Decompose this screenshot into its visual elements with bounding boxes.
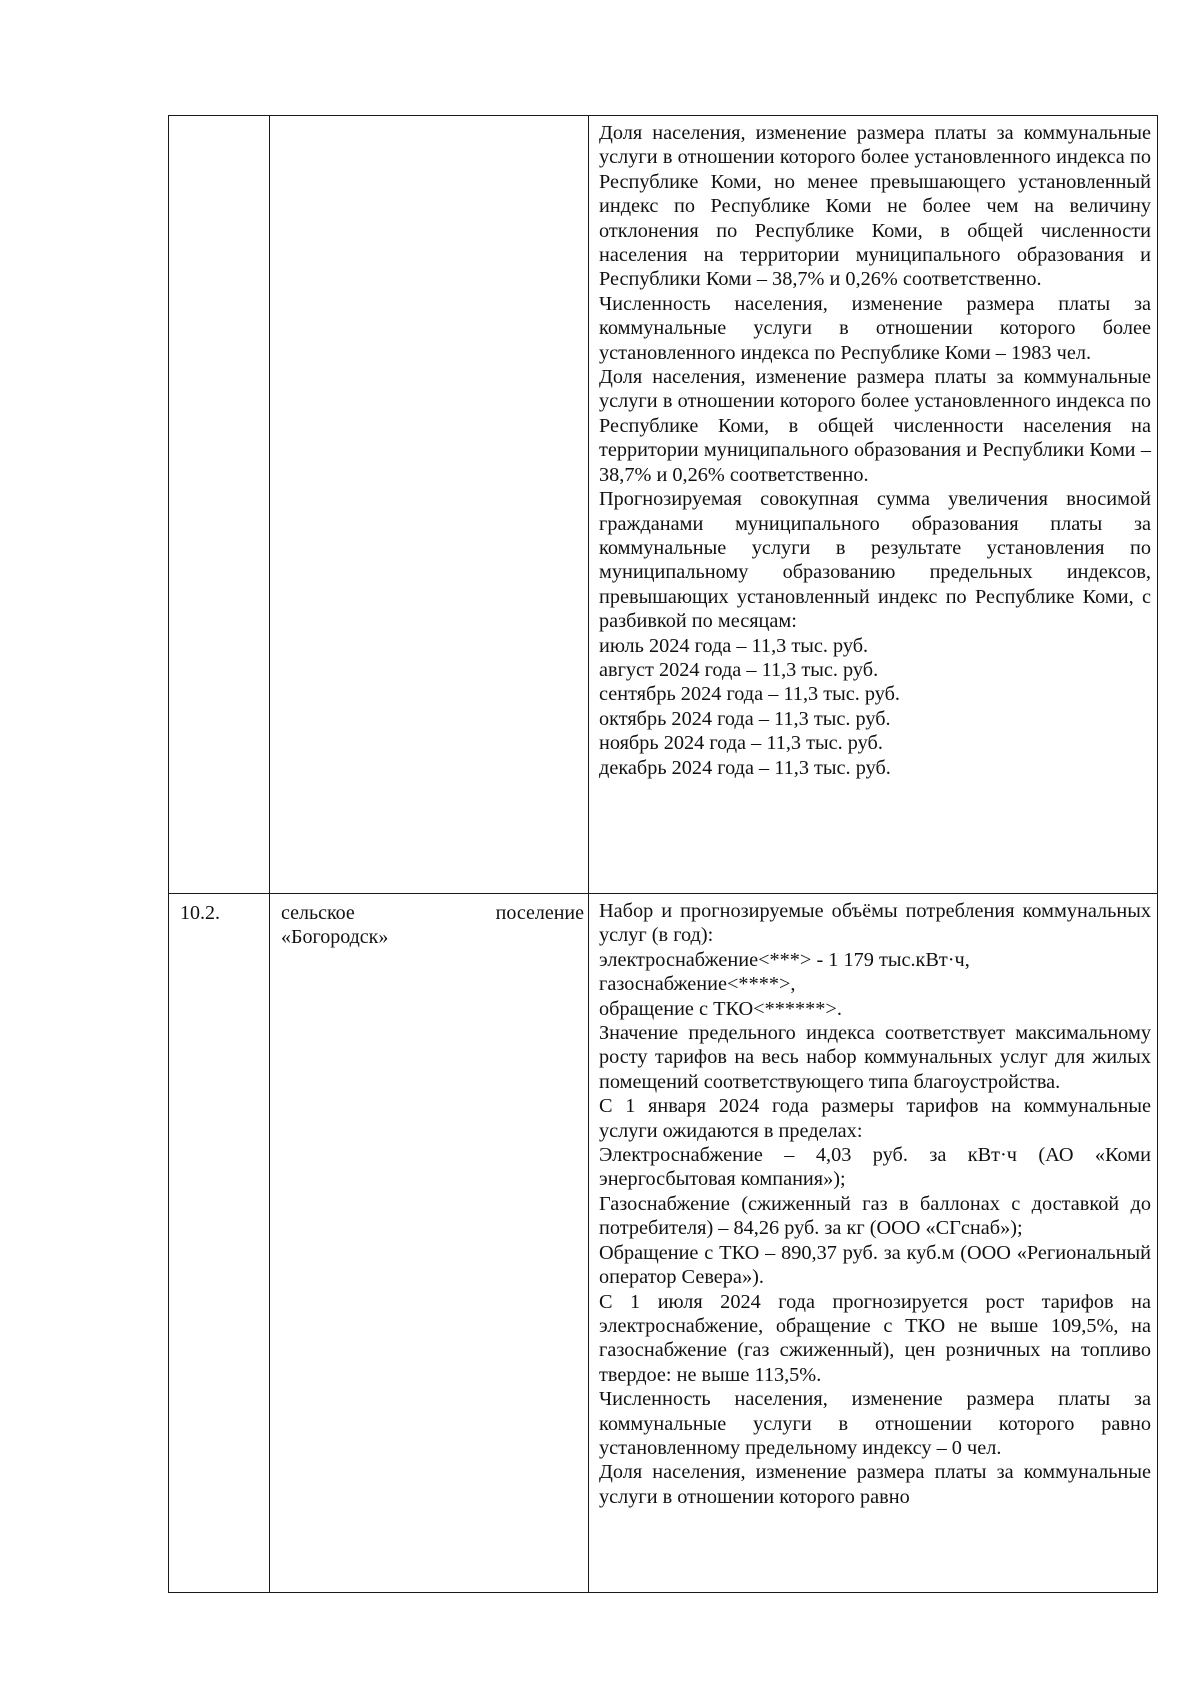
description-cell — [589, 116, 1158, 894]
month-amount-line: июль 2024 года – 11,3 тыс. руб. — [599, 634, 869, 657]
paragraph: Численность населения, изменение размера платы за коммунальные услуги в отношении которого равно установленному предельному индексу – 0 чел. — [599, 1388, 1151, 1459]
paragraph: С 1 января 2024 года размеры тарифов на коммунальные услуги ожидаются в пределах: — [599, 1095, 1151, 1142]
settlement-name-cell — [270, 116, 589, 894]
paragraph: Набор и прогнозируемые объёмы потребления коммунальных услуг (в год): — [599, 900, 1151, 947]
paragraph: Обращение с ТКО – 890,37 руб. за куб.м (ООО «Региональный оператор Севера»). — [599, 1241, 1151, 1289]
settlement-type-word: сельское — [281, 902, 355, 924]
paragraph: С 1 июля 2024 года прогнозируется рост тарифов на электроснабжение, обращение с ТКО не выше 109,5%, на газоснабжение (газ сжиженный), цен розничных на топливо твердое: не выше 113,5%. — [599, 1290, 1151, 1386]
description-cell — [589, 894, 1158, 1593]
volume-line: обращение с ТКО<******>. — [599, 997, 842, 1020]
month-amount-line: октябрь 2024 года – 11,3 тыс. руб. — [599, 707, 891, 730]
row-number-cell: 10.2. — [169, 894, 270, 1593]
volume-line: электроснабжение<***> - 1 179 тыс.кВт·ч, — [599, 948, 970, 971]
month-amount-line: сентябрь 2024 года – 11,3 тыс. руб. — [599, 683, 900, 706]
paragraph: Электроснабжение – 4,03 руб. за кВт·ч (АО «Коми энергосбытовая компания»); — [599, 1144, 1151, 1191]
paragraph: Прогнозируемая совокупная сумма увеличения вносимой гражданами муниципального образования платы за коммунальные услуги в результате установления по муниципальному образованию предельных индексов, превышающих установленный индекс по Республике Коми, с разбивкой по месяцам: — [599, 488, 1151, 633]
paragraph: Доля населения, изменение размера платы за коммунальные услуги в отношении которого более установленного индекса по Республике Коми, но менее превышающего установленный индекс по Республике Коми не более чем на величину отклонения по Республике Коми, в общей численности населения на территории муниципального образования и Республики Коми – 38,7% и 0,26% соответственно. — [599, 122, 1151, 291]
volume-line: газоснабжение<****>, — [599, 973, 796, 996]
month-amount-line: ноябрь 2024 года – 11,3 тыс. руб. — [599, 732, 883, 755]
settlement-type-word: поселение — [495, 902, 584, 924]
paragraph: Газоснабжение (сжиженный газ в баллонах с доставкой до потребителя) – 84,26 руб. за кг (ООО «СГснаб»); — [599, 1192, 1151, 1240]
month-amount-line: август 2024 года – 11,3 тыс. руб. — [599, 658, 879, 681]
table-row — [169, 116, 1158, 894]
table-row — [169, 894, 1158, 1593]
paragraph: Значение предельного индекса соответствует максимальному росту тарифов на весь набор коммунальных услуг для жилых помещений соответствующего типа благоустройства. — [599, 1022, 1151, 1093]
settlement-name-cell — [270, 894, 589, 1593]
document-table — [168, 115, 1158, 1593]
month-amount-line: декабрь 2024 года – 11,3 тыс. руб. — [599, 756, 891, 779]
paragraph: Доля населения, изменение размера платы за коммунальные услуги в отношении которого более установленного индекса по Республике Коми, в общей численности населения на территории муниципального образования и Республики Коми – 38,7% и 0,26% соответственно. — [599, 366, 1151, 486]
row-number-cell — [169, 116, 270, 894]
paragraph: Численность населения, изменение размера платы за коммунальные услуги в отношении которого более установленного индекса по Республике Коми – 1983 чел. — [599, 292, 1151, 364]
settlement-name: «Богородск» — [281, 926, 389, 948]
settlement-name-line — [281, 901, 584, 925]
paragraph: Доля населения, изменение размера платы за коммунальные услуги в отношении которого равно — [599, 1461, 1151, 1508]
